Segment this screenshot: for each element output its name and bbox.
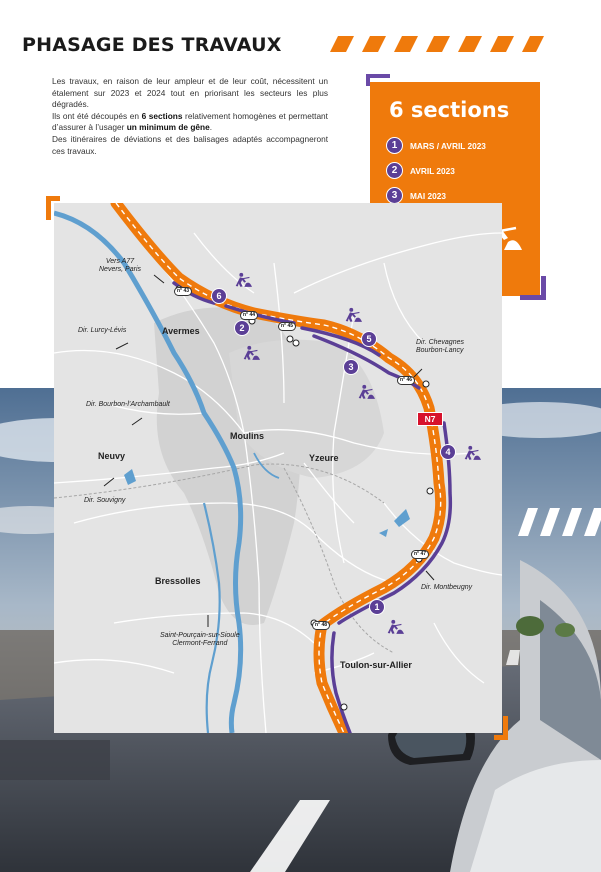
town-label-yzeure: Yzeure — [309, 453, 339, 463]
arrow-lurcy — [116, 343, 128, 349]
road-number-44: n° 44 — [240, 311, 258, 320]
direction-label-souvigny: Dir. Souvigny — [84, 497, 126, 504]
map — [54, 203, 502, 733]
arrow-montbeugny — [426, 571, 434, 580]
pond — [379, 529, 388, 537]
section-date: MAI 2023 — [410, 190, 446, 201]
roadworks-worker-icon — [357, 384, 375, 400]
section-item — [386, 133, 488, 158]
intro-paragraph-2 — [52, 111, 328, 134]
roadworks-worker-icon — [386, 619, 404, 635]
intro-text — [52, 76, 328, 157]
interchange-marker — [287, 336, 293, 342]
roadworks-worker-icon — [242, 345, 260, 361]
page-title: PHASAGE DES TRAVAUX — [22, 34, 282, 56]
section-1-marker: 1 — [369, 599, 385, 615]
direction-label-line: Vers A77 — [105, 258, 135, 265]
direction-label-st-pourcain — [160, 632, 240, 648]
direction-label-lurcy: Dir. Lurcy-Lévis — [78, 327, 127, 334]
section-date: AVRIL 2023 — [410, 165, 455, 176]
direction-label-bourbon-arch: Dir. Bourbon-l’Archambault — [86, 401, 170, 408]
section-item — [386, 158, 488, 183]
road-number-48: n° 48 — [312, 621, 330, 630]
road-number-45: n° 45 — [278, 322, 296, 331]
direction-label-line: Bourbon-Lancy — [416, 347, 464, 354]
section-2-marker: 2 — [234, 320, 250, 336]
purple-corner-decoration — [520, 276, 546, 300]
direction-label-line: Nevers, Paris — [99, 266, 142, 273]
direction-label-a77 — [99, 258, 141, 274]
direction-label-line: Saint-Pourçain-sur-Sioule — [160, 632, 240, 639]
road-number-43: n° 43 — [174, 287, 192, 296]
title-stripes-decoration — [322, 36, 544, 54]
direction-label-line: Clermont-Ferrand — [172, 640, 228, 647]
section-number-badge: 1 — [386, 137, 403, 154]
interchange-marker — [293, 340, 299, 346]
section-number-badge: 2 — [386, 162, 403, 179]
section-5-marker: 5 — [361, 331, 377, 347]
sections-title: 6 sections — [389, 98, 510, 122]
town-label-bressolles: Bressolles — [155, 576, 201, 586]
section-number-badge: 3 — [386, 187, 403, 204]
roadworks-worker-icon — [234, 272, 252, 288]
town-label-avermes: Avermes — [162, 326, 200, 336]
road-number-47: n° 47 — [411, 550, 429, 559]
section-4-marker: 4 — [440, 444, 456, 460]
direction-label-line: Dir. Chevagnes — [416, 339, 464, 346]
interchange-marker — [427, 488, 433, 494]
intro-paragraph-3: Des itinéraires de déviations et des balisages adaptés accompagneront ces travaux. — [52, 133, 328, 156]
arrow-vers-a77 — [154, 275, 164, 283]
interchange-marker — [423, 381, 429, 387]
intro-paragraph-1: Les travaux, en raison de leur ampleur et de leur coût, nécessitent un étalement sur 2023 et 2024 tout en priorisant les secteurs les plus dégradés. — [52, 76, 328, 110]
intro-p2-text: Ils ont été découpés en — [52, 110, 142, 121]
pond — [124, 469, 136, 485]
section-6-marker: 6 — [211, 288, 227, 304]
n7-road-badge: N7 — [417, 412, 443, 426]
town-label-toulon: Toulon-sur-Allier — [340, 660, 412, 670]
town-label-neuvy: Neuvy — [98, 451, 126, 461]
town-label-moulins: Moulins — [230, 431, 264, 441]
section-date: MARS / AVRIL 2023 — [410, 140, 486, 151]
direction-label-chevagnes — [416, 339, 464, 355]
intro-p2-bold-sections: 6 sections — [141, 110, 183, 121]
roadworks-worker-icon — [344, 307, 362, 323]
intro-p2-text-middle: relativement homogènes et permettant d’assurer à l’usager — [52, 110, 328, 133]
intro-p2-text-end: . — [209, 122, 213, 133]
arrow-bourbon-arch — [132, 418, 142, 425]
intro-p2-bold-gene: un minimum de gêne — [126, 122, 210, 133]
roadworks-worker-icon — [463, 445, 481, 461]
map-canvas — [54, 203, 502, 733]
direction-label-montbeugny: Dir. Montbeugny — [421, 584, 473, 591]
section-3-marker: 3 — [343, 359, 359, 375]
interchange-marker — [341, 704, 347, 710]
road-number-46: n° 46 — [397, 376, 415, 385]
